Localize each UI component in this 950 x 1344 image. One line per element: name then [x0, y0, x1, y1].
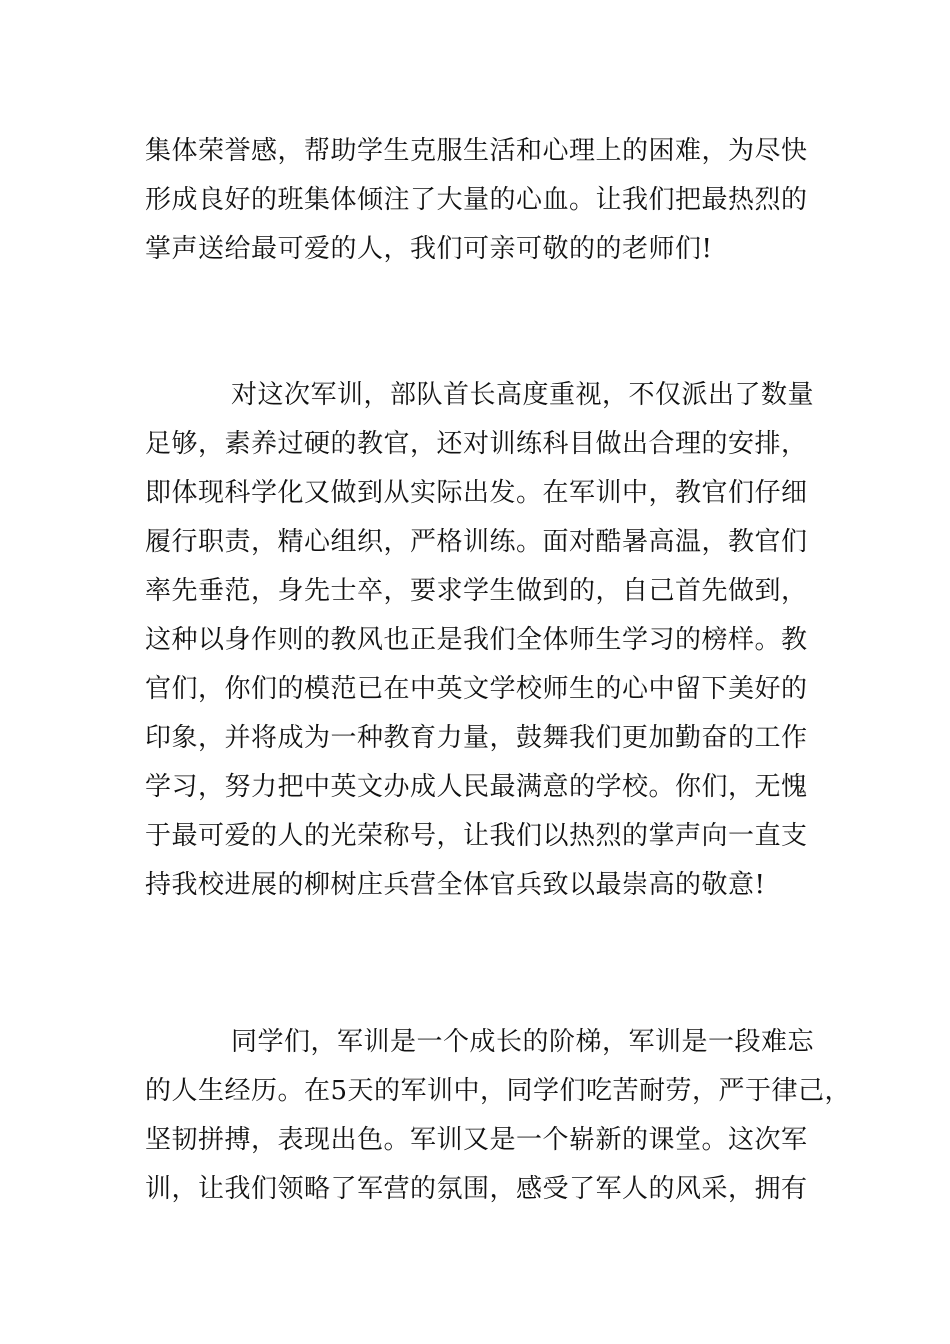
text-line: 集体荣誉感，帮助学生克服生活和心理上的困难，为尽快	[145, 136, 808, 166]
text-line: 印象，并将成为一种教育力量，鼓舞我们更加勤奋的工作	[145, 723, 808, 753]
text-line: 官们，你们的模范已在中英文学校师生的心中留下美好的	[145, 674, 808, 704]
text-line: 形成良好的班集体倾注了大量的心血。让我们把最热烈的	[145, 185, 808, 215]
paragraph-teachers-thanks	[145, 127, 810, 274]
text-line: 学习，努力把中英文办成人民最满意的学校。你们，无愧	[145, 772, 808, 802]
text-line: 这种以身作则的教风也正是我们全体师生学习的榜样。教	[145, 625, 808, 655]
text-line: 履行职责，精心组织，严格训练。面对酷暑高温，教官们	[145, 527, 808, 557]
text-line: 率先垂范，身先士卒，要求学生做到的，自己首先做到，	[145, 576, 808, 606]
text-line: 掌声送给最可爱的人，我们可亲可敬的的老师们!	[145, 234, 713, 264]
text-line: 训，让我们领略了军营的氛围，感受了军人的风采，拥有	[145, 1174, 808, 1204]
text-line: 持我校进展的柳树庄兵营全体官兵致以最崇高的敬意!	[145, 870, 766, 900]
text-line: 于最可爱的人的光荣称号，让我们以热烈的掌声向一直支	[145, 821, 808, 851]
text-line: 坚韧拼搏，表现出色。军训又是一个崭新的课堂。这次军	[145, 1125, 808, 1155]
text-line: 足够，素养过硬的教官，还对训练科目做出合理的安排，	[145, 429, 808, 459]
paragraph-students-training	[145, 1018, 852, 1214]
text-line: 即体现科学化又做到从实际出发。在军训中，教官们仔细	[145, 478, 808, 508]
text-line: 对这次军训，部队首长高度重视，不仅派出了数量	[231, 380, 815, 410]
paragraph-instructors-thanks	[145, 371, 815, 910]
text-line: 同学们，军训是一个成长的阶梯，军训是一段难忘	[231, 1027, 815, 1057]
text-line: 的人生经历。在5天的军训中，同学们吃苦耐劳，严于律己，	[145, 1076, 852, 1106]
